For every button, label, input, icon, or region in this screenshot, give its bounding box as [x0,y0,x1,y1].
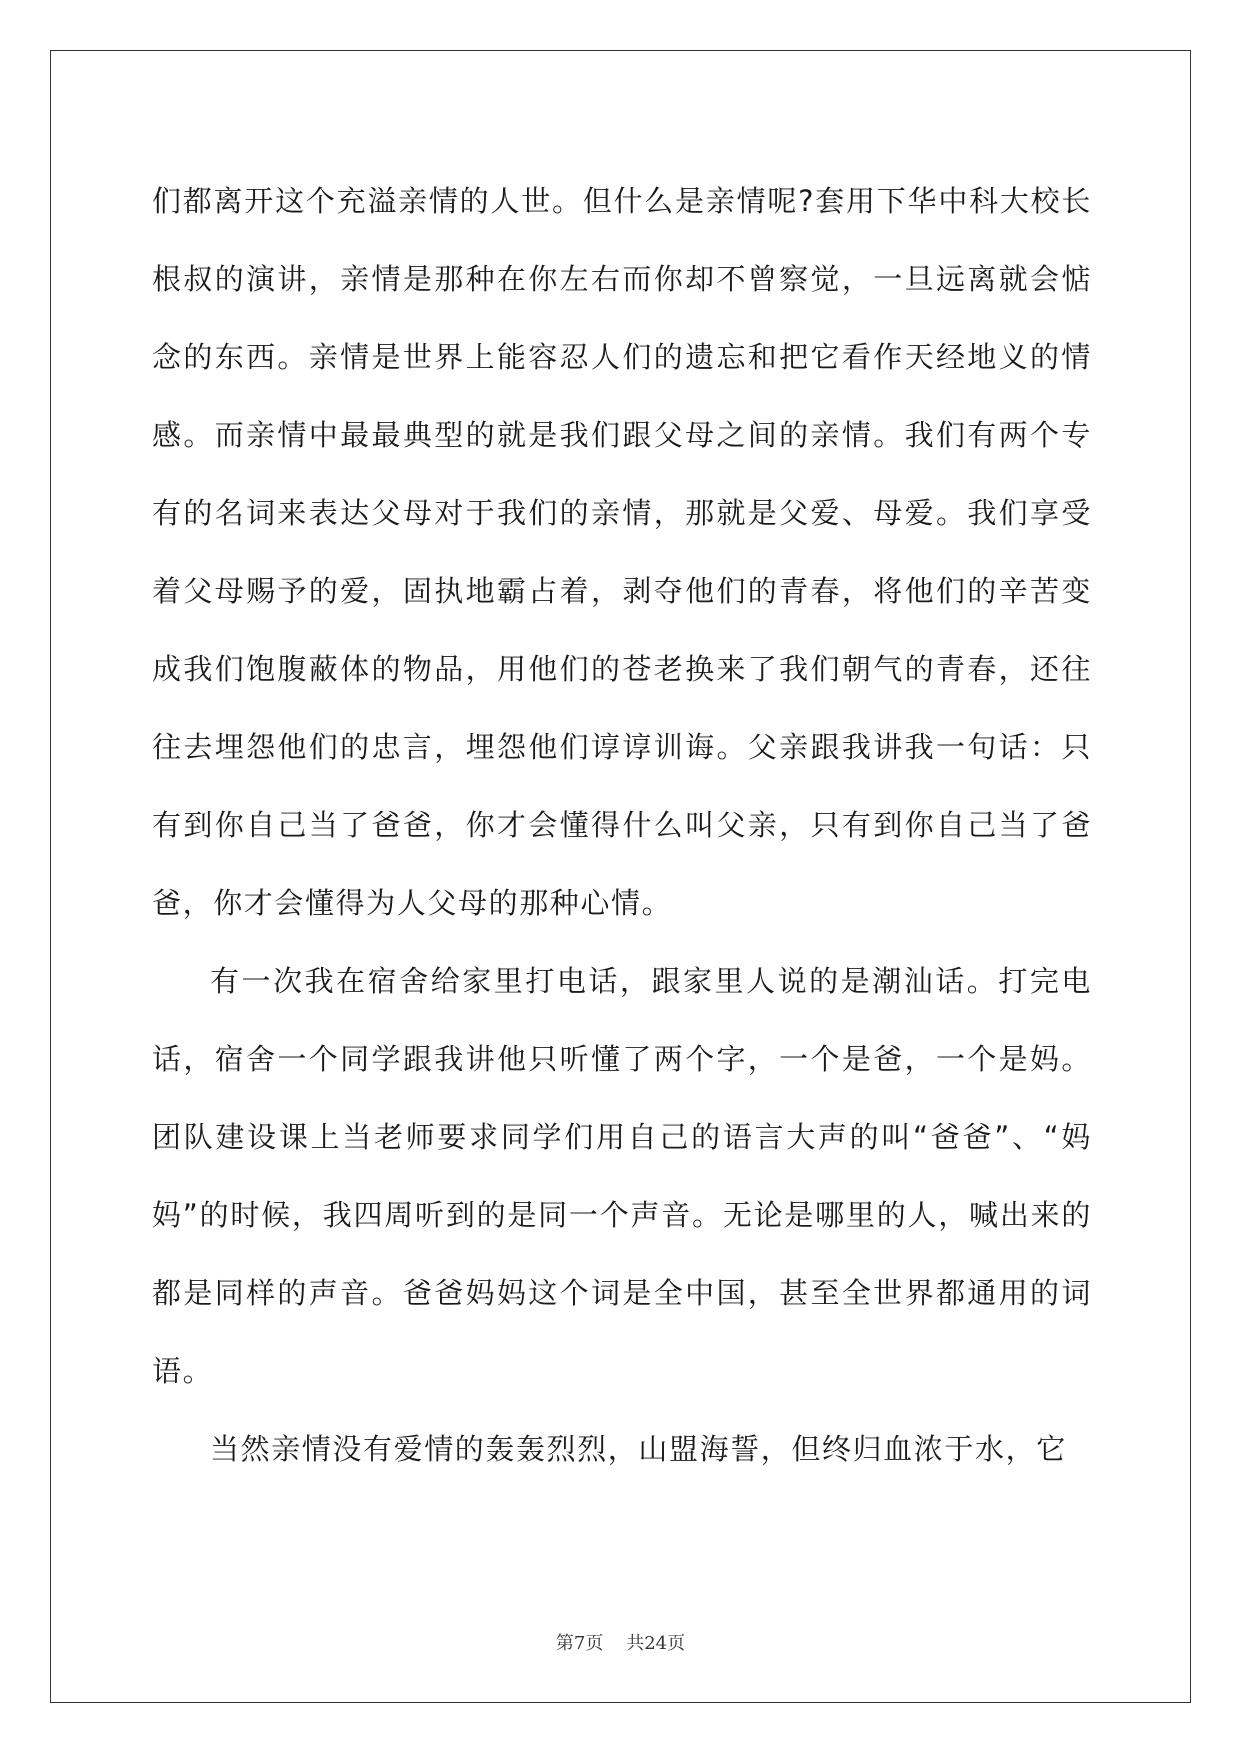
paragraph-1: 们都离开这个充溢亲情的人世。但什么是亲情呢?套用下华中科大校长根叔的演讲，亲情是那种在你左右而你却不曾察觉，一旦远离就会惦念的东西。亲情是世界上能容忍人们的遗忘和把它看作天经地义的情感。而亲情中最最典型的就是我们跟父母之间的亲情。我们有两个专有的名词来表达父母对于我们的亲情，那就是父爱、母爱。我们享受着父母赐予的爱，固执地霸占着，剥夺他们的青春，将他们的辛苦变成我们饱腹蔽体的物品，用他们的苍老换来了我们朝气的青春，还往往去埋怨他们的忠言，埋怨他们谆谆训诲。父亲跟我讲我一句话：只有到你自己当了爸爸，你才会懂得什么叫父亲，只有到你自己当了爸爸，你才会懂得为人父母的那种心情。 [152,184,1092,920]
paragraph-2: 有一次我在宿舍给家里打电话，跟家里人说的是潮汕话。打完电话，宿舍一个同学跟我讲他只听懂了两个字，一个是爸，一个是妈。团队建设课上当老师要求同学们用自己的语言大声的叫“爸爸”、“妈妈”的时候，我四周听到的是同一个声音。无论是哪里的人，喊出来的都是同样的声音。爸爸妈妈这个词是全中国，甚至全世界都通用的词语。 [152,964,1092,1388]
page-number-footer: 第7页 共24页 [555,1633,686,1654]
paragraph-3: 当然亲情没有爱情的轰轰烈烈，山盟海誓，但终归血浓于水，它 [210,1432,1067,1466]
document-body [152,162,1092,1488]
